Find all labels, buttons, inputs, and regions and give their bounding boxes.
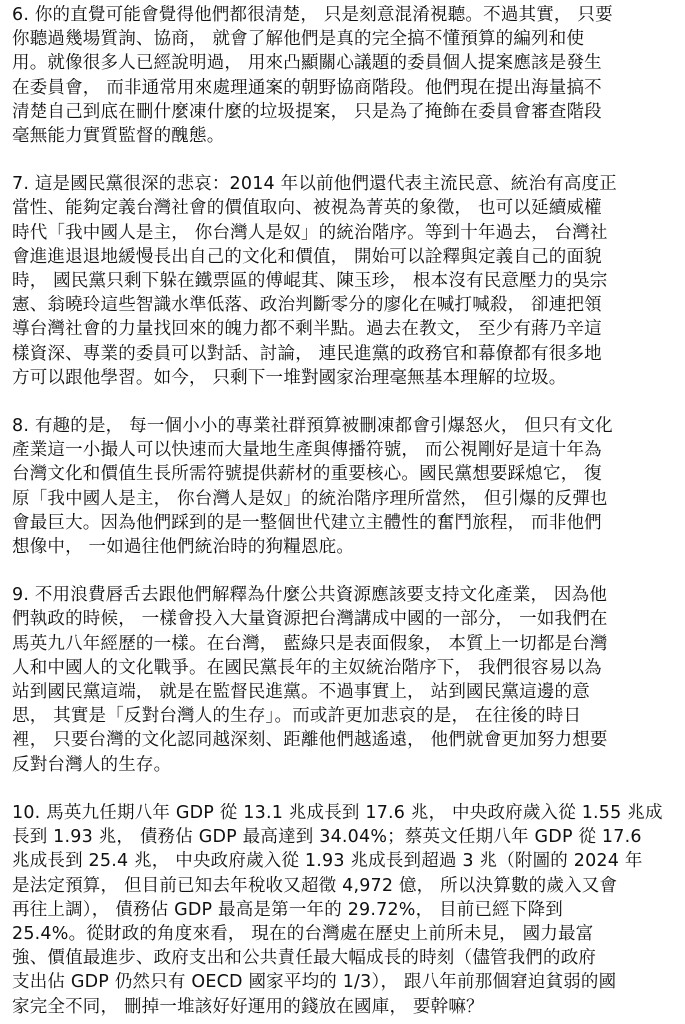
article-body (12, 3, 673, 1019)
paragraph-8: 8. 有趣的是， 每一個小小的專業社群預算被刪凍都會引爆怒火， 但只有文化 產業這一小撮人可以快速而大量地生產與傳播符號， 而公視剛好是這十年為 台灣文化和價值生長所需符號提供薪材的重要核心。國民黨想要踩熄它， 復 原「我中國人是主， 你台灣人是奴」的統治階序理所當然， 但引爆的反彈也 會最巨大。因為他們踩到的是一整個世代建立主體性的奮鬥旅程， 而非他們 想像中， 一如過往他們統治時的狗糧恩庇。 (12, 416, 613, 558)
paragraph-7: 7. 這是國民黨很深的悲哀：2014 年以前他們還代表主流民意、統治有高度正 當性、能夠定義台灣社會的價值取向、被視為菁英的象徵， 也可以延續威權 時代「我中國人是主， 你台灣人是奴」的統治階序。等到十年過去， 台灣社 會進進退退地緩慢長出自己的文化和價值， 開始可以詮釋與定義自己的面貌 時， 國民黨只剩下躲在鐵票區的傅崐萁、陳玉珍， 根本沒有民意壓力的吳宗 憲、翁曉玲這些智識水準低落、政治判斷零分的廖化在喊打喊殺， 卻連把領 導台灣社會的力量找回來的魄力都不剩半點。過去在教文， 至少有蔣乃辛這 樣資深、專業的委員可以對話、討論， 連民進黨的政務官和幕僚都有很多地 方可以跟他學習。如今， 只剩下一堆對國家治理毫無基本理解的垃圾。 (12, 174, 617, 388)
paragraph-10: 10. 馬英九任期八年 GDP 從 13.1 兆成長到 17.6 兆， 中央政府歲入從 1.55 兆成 長到 1.93 兆， 債務佔 GDP 最高達到 34.04%；蔡英文任期八年 GDP 從 17.6 兆成長到 25.4 兆， 中央政府歲入從 1.93 兆成長到超過 3 兆（附圖的 2024 年 是法定預算， 但目前已知去年稅收又超徵 4,972 億， 所以決算數的歲入又會 再往上調）， 債務佔 GDP 最高是第一年的 29.72%， 目前已經下降到 25.4%。從財政的角度來看， 現在的台灣處在歷史上前所未見， 國力最富 強、價值最進步、政府支出和公共責任最大幅成長的時刻（儘管我們的政府 支出佔 GDP 仍然只有 OECD 國家平均的 1/3）， 跟八年前那個窘迫貧弱的國 家完全不同， 刪掉一堆該好好運用的錢放在國庫， 要幹嘛？ (12, 802, 663, 1017)
paragraph-9: 9. 不用浪費唇舌去跟他們解釋為什麼公共資源應該要支持文化產業， 因為他 們執政的時候， 一樣會投入大量資源把台灣講成中國的一部分， 一如我們在 馬英九八年經歷的一樣。在台灣， 藍綠只是表面假象， 本質上一切都是台灣 人和中國人的文化戰爭。在國民黨長年的主奴統治階序下， 我們很容易以為 站到國民黨這端， 就是在監督民進黨。不過事實上， 站到國民黨這邊的意 思， 其實是「反對台灣人的生存」。而或許更加悲哀的是， 在往後的時日 裡， 只要台灣的文化認同越深刻、距離他們越遙遠， 他們就會更加努力想要 反對台灣人的生存。 (12, 585, 608, 775)
paragraph-6: 6. 你的直覺可能會覺得他們都很清楚， 只是刻意混淆視聽。不過其實， 只要 你聽過幾場質詢、協商， 就會了解他們是真的完全搞不懂預算的編列和使 用。就像很多人已經說明過， 用來凸顯關心議題的委員個人提案應該是發生 在委員會， 而非通常用來處理通案的朝野協商階段。他們現在提出海量搞不 清楚自己到底在刪什麼凍什麼的垃圾提案， 只是為了掩飾在委員會審查階段 毫無能力實質監督的醜態。 (12, 5, 613, 147)
